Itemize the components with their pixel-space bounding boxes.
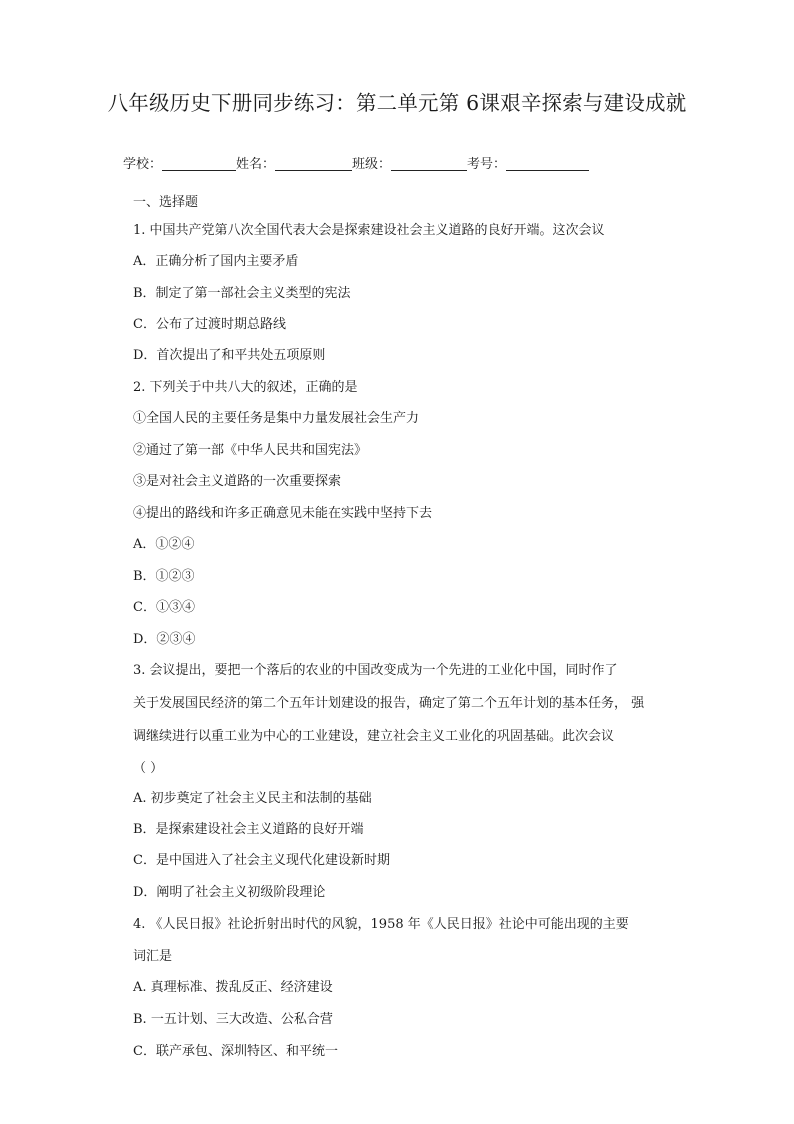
question-1-option-a: A．正确分析了国内主要矛盾 xyxy=(133,254,299,269)
question-3-option-a: A. 初步奠定了社会主义民主和法制的基础 xyxy=(133,791,372,806)
question-2-option-b: B．①②③ xyxy=(133,569,195,584)
name-label: 姓名： xyxy=(236,157,276,172)
question-4-option-a: A. 真理标准、拨乱反正、经济建设 xyxy=(133,980,333,995)
question-4-option-b: B. 一五计划、三大改造、公私合营 xyxy=(133,1012,333,1027)
exam-no-blank xyxy=(506,156,589,171)
question-1-option-b: B．制定了第一部社会主义类型的宪法 xyxy=(133,286,351,301)
question-4-stem-line-1: 4. 《人民日报》社论折射出时代的风貌，1958 年《人民日报》社论中可能出现的主要 xyxy=(133,917,629,932)
question-2-statement-2: ②通过了第一部《中华人民共和国宪法》 xyxy=(133,443,368,458)
student-info-row xyxy=(123,153,589,172)
question-4-stem-line-2: 词汇是 xyxy=(133,949,173,964)
exam-no-label: 考号： xyxy=(467,157,507,172)
question-3-stem-line-3: 调继续进行以重工业为中心的工业建设，建立社会主义工业化的巩固基础。此次会议 xyxy=(133,729,615,744)
question-2-statement-4: ④提出的路线和许多正确意见未能在实践中坚持下去 xyxy=(133,506,433,521)
question-1-stem: 1. 中国共产党第八次全国代表大会是探索建设社会主义道路的良好开端。这次会议 xyxy=(133,223,605,238)
question-2-statement-3: ③是对社会主义道路的一次重要探索 xyxy=(133,474,342,489)
question-2-stem: 2. 下列关于中共八大的叙述，正确的是 xyxy=(133,380,358,395)
question-2-statement-1: ①全国人民的主要任务是集中力量发展社会生产力 xyxy=(133,411,420,426)
question-3-option-c: C．是中国进入了社会主义现代化建设新时期 xyxy=(133,853,390,868)
question-2-option-d: D．②③④ xyxy=(133,632,196,647)
question-1-option-d: D．首次提出了和平共处五项原则 xyxy=(133,348,326,363)
question-1-option-c: C．公布了过渡时期总路线 xyxy=(133,317,286,332)
question-3-option-d: D．阐明了社会主义初级阶段理论 xyxy=(133,885,326,900)
class-blank xyxy=(391,156,467,171)
section-title: 一、选择题 xyxy=(133,195,199,210)
class-label: 班级： xyxy=(352,157,392,172)
question-4-option-c: C．联产承包、深圳特区、和平统一 xyxy=(133,1044,338,1059)
page-title: 八年级历史下册同步练习：第二单元第 6课艰辛探索与建设成就 xyxy=(107,91,687,115)
question-3-answer-paren: （ ） xyxy=(133,761,164,776)
question-3-option-b: B．是探索建设社会主义道路的良好开端 xyxy=(133,822,364,837)
question-2-option-c: C．①③④ xyxy=(133,600,195,615)
question-3-stem-line-1: 3. 会议提出，要把一个落后的农业的中国改变成为一个先进的工业化中国，同时作了 xyxy=(133,663,618,678)
question-3-stem-line-2: 关于发展国民经济的第二个五年计划建设的报告，确定了第二个五年计划的基本任务， 强 xyxy=(133,696,645,711)
school-blank xyxy=(162,156,236,171)
school-label: 学校： xyxy=(123,157,163,172)
name-blank xyxy=(275,156,352,171)
question-2-option-a: A．①②④ xyxy=(133,537,195,552)
